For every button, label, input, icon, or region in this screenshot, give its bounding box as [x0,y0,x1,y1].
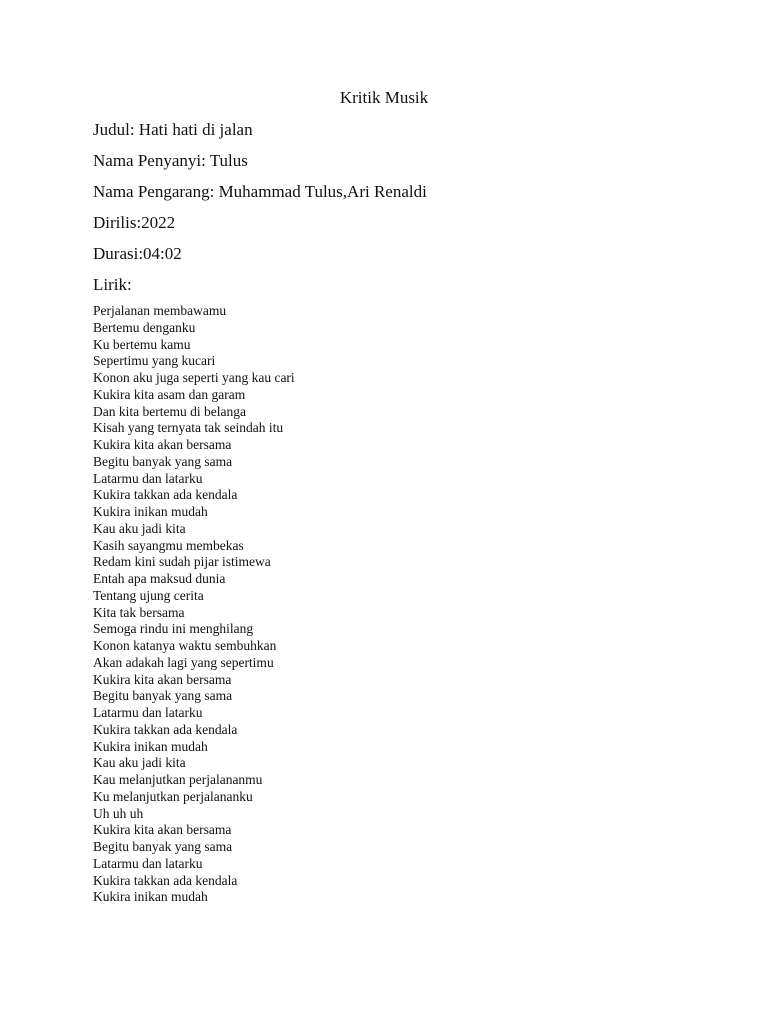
lyric-line: Perjalanan membawamu [93,303,227,318]
page-title: Kritik Musik [339,88,429,107]
release-line: Dirilis:2022 [93,213,176,232]
lyric-line: Kukira inikan mudah [93,504,208,519]
lyric-line: Kau aku jadi kita [93,755,186,771]
lyric-line: Latarmu dan latarku [93,705,203,720]
lyric-line: Latarmu dan latarku [93,470,203,486]
lyric-line: Uh uh uh [93,805,144,821]
lyric-line: Begitu banyak yang sama [93,453,233,469]
lyric-line: Kukira inikan mudah [93,738,208,754]
duration-line: Durasi:04:02 [93,244,182,263]
lyric-line: Redam kini sudah pijar istimewa [93,554,271,570]
lyric-line: Kukira kita akan bersama [93,822,232,838]
lyric-line: Konon katanya waktu sembuhkan [93,638,277,653]
lyric-line: Dan kita bertemu di belanga [93,403,246,419]
lyric-line: Ku bertemu kamu [93,336,191,352]
lyric-line: Latarmu dan latarku [93,855,203,871]
lyric-line: Begitu banyak yang sama [93,839,233,854]
lyric-line: Konon aku juga seperti yang kau cari [93,370,295,385]
lyric-line: Kita tak bersama [93,604,185,620]
lyric-line: Kukira takkan ada kendala [93,721,238,737]
lyric-line: Bertemu denganku [93,319,196,335]
lyric-line: Semoga rindu ini menghilang [93,621,254,637]
lyric-line: Kasih sayangmu membekas [93,537,244,553]
lyrics-heading: Lirik: [93,275,132,294]
lyric-line: Kau melanjutkan perjalananmu [93,772,263,787]
lyric-line: Begitu banyak yang sama [93,688,233,704]
lyrics-list [93,303,295,906]
lyric-line: Kukira takkan ada kendala [93,872,238,888]
lyric-line: Kukira inikan mudah [93,889,208,905]
song-info-list [93,119,427,305]
lyric-line: Kukira kita asam dan garam [93,386,246,402]
lyric-line: Ku melanjutkan perjalananku [93,788,253,804]
lyric-line: Kau aku jadi kita [93,520,186,536]
lyric-line: Sepertimu yang kucari [93,353,216,369]
lyric-line: Akan adakah lagi yang sepertimu [93,654,274,670]
lyric-line: Kukira kita akan bersama [93,671,232,687]
singer-line: Nama Penyanyi: Tulus [93,151,248,170]
lyric-line: Kisah yang ternyata tak seindah itu [93,420,284,436]
composer-line: Nama Pengarang: Muhammad Tulus,Ari Renaldi [93,182,427,201]
lyric-line: Tentang ujung cerita [93,587,204,603]
lyric-line: Kukira takkan ada kendala [93,487,238,503]
lyric-line: Entah apa maksud dunia [93,571,226,586]
lyric-line: Kukira kita akan bersama [93,437,232,452]
song-title-line: Judul: Hati hati di jalan [93,120,253,139]
